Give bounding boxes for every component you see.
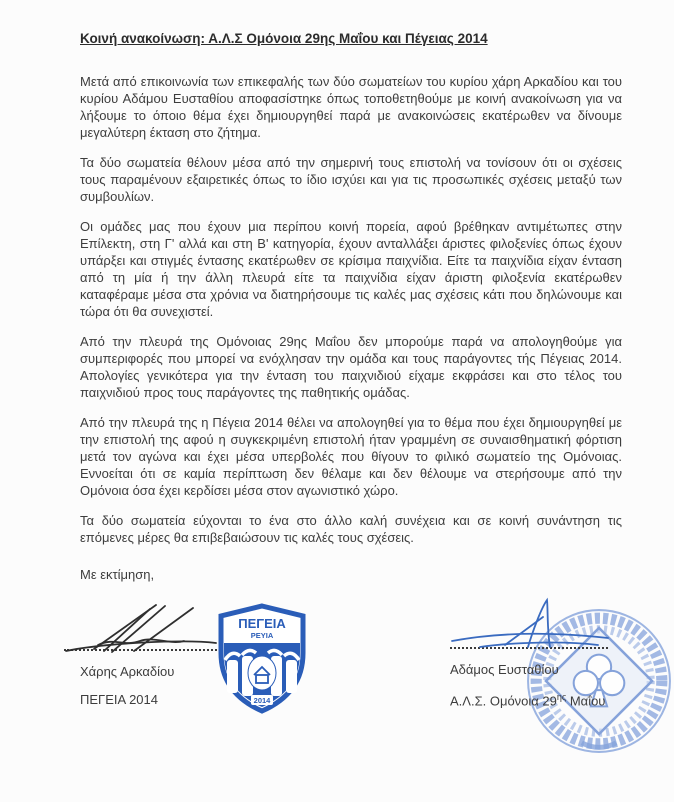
right-signatory-club: Α.Λ.Σ. Ομόνοια $29^{\eta\varsigma}$ Μαΐου [450, 692, 606, 709]
paragraph-2: Τα δύο σωματεία θέλουν μέσα από την σημερινή τους επιστολή να τονίσουν ότι οι σχέσεις τους παραμένουν εξαιρετικές όπως το ίδιο ισχύει και για τις προσωπικές σχέσεις μεταξύ των συμβουλίων. [80, 155, 622, 204]
right-signatory-block [450, 597, 674, 709]
crest-name-greek: ΠΕΓΕΙΑ [238, 616, 286, 631]
paragraph-3: Οι ομάδες μας που έχουν μια περίπου κοινή πορεία, αφού βρέθηκαν αντιμέτωπες στην Επίλεκτη, στη Γ' αλλά και στη Β' κατηγορία, έχουν ανταλλάξει άριστες φιλοξενίες όπως έχουν υπάρξει και στιγμές έντασης εκατέρωθεν σε κρίσιμα παιχνίδια. Είτε τα παιχνίδια είχαν ένταση από τη μία ή την άλλη πλευρά είτε τα παιχνίδια είχαν άριστη φιλοξενία εκατέρωθεν καταφέραμε μέσα στα χρόνια να διατηρήσουμε τις καλές μας σχέσεις κάτι που δηλώνουμε και τώρα ότι θα συνεχιστεί. [80, 219, 622, 319]
paragraph-1: Μετά από επικοινωνία των επικεφαλής των δύο σωματείων του κυρίου χάρη Αρκαδίου και του κυρίου Αδάμου Ευσταθίου αποφασίστηκε όπως τοποθετηθούμε με κοινή ανακοίνωση για να λήξουμε το όποιο θέμα έχει δημιουργηθεί παρά με ανακοινώσεις εκατέρωθεν να δίνουμε μεγαλύτερη έκταση στο ζήτημα. [80, 74, 622, 140]
right-signatory-name: Αδάμος Ευσταθίου [450, 662, 559, 677]
closing-salutation: Με εκτίμηση, [80, 567, 155, 582]
crest-year: 2014 [253, 696, 271, 705]
crest-name-latin: PEYIA [250, 631, 274, 640]
signature-section [80, 597, 622, 802]
right-signature-line [450, 647, 608, 649]
paragraph-6: Τα δύο σωματεία εύχονται το ένα στο άλλο καλή συνέχεια και σε κοινή συνάντηση τις επόμενες μέρες θα επιβεβαιώσουν τις καλές τους σχέσεις. [80, 513, 622, 545]
paragraph-4: Από την πλευρά της Ομόνοιας 29ης Μαΐου δεν μπορούμε παρά να απολογηθούμε για συμπεριφορές που μπορεί να ενόχλησαν την ομάδα και τους παράγοντες τής Πέγειας 2014. Απολογίες γενικότερα για την ένταση του παιχνιδιού είχαμε εκφράσει και στο τέλος του παιχνιδιού προς τους παράγοντες της παθητικής ομάδας. [80, 334, 622, 400]
left-signatory-name: Χάρης Αρκαδίου [80, 664, 175, 679]
left-signature-line [64, 649, 236, 651]
document-title: Κοινή ανακοίνωση: Α.Λ.Σ Ομόνοια 29ης Μαΐου και Πέγειας 2014 [80, 31, 488, 46]
right-signature-icon [450, 597, 615, 653]
pegeia-crest-icon [212, 603, 312, 715]
left-signatory-club: ΠΕΓΕΙΑ 2014 [80, 692, 158, 707]
paragraph-5: Από την πλευρά της η Πέγεια 2014 θέλει να απολογηθεί για το θέμα που έχει δημιουργηθεί με την επιστολή της αφού η συγκεκριμένη επιστολή ήταν γραμμένη σε συναισθηματική φόρτιση μετά τον αγώνα και έχει μέσα υπερβολές που θίγουν το φιλικό σωματείο της Ομόνοιας. Εννοείται ότι σε καμία περίπτωση δεν θέλαμε και δεν θέλουμε να στερήσουμε από την Ομόνοια όσα έχει κερδίσει μέσα στον αγωνιστικό χώρο. [80, 415, 622, 498]
